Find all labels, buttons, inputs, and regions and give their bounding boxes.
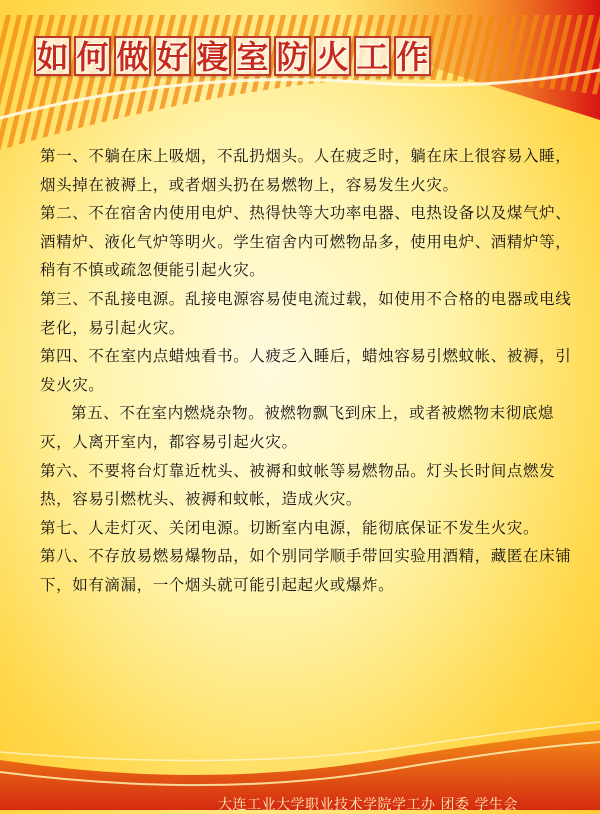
title-char: 如 — [34, 36, 71, 76]
title-char: 寝 — [194, 36, 231, 76]
title-char: 防 — [274, 36, 311, 76]
rule-paragraph-7: 第七、人走灯灭、关闭电源。切断室内电源，能彻底保证不发生火灾。 — [40, 518, 540, 537]
rule-paragraph-5: 第五、不在室内燃烧杂物。被燃物飘飞到床上，或者被燃物末彻底熄灭，人离开室内，都容易引起火灾。 — [40, 404, 555, 451]
title-char: 做 — [114, 36, 151, 76]
title-char: 好 — [154, 36, 191, 76]
footer-credit: 大连工业大学职业技术学院学工办 团委 学生会 — [218, 797, 518, 813]
rule-paragraph-6: 第六、不要将台灯靠近枕头、被褥和蚊帐等易燃物品。灯头长时间点燃发热，容易引燃枕头、被褥和蚊帐，造成火灾。 — [40, 461, 556, 509]
rule-paragraph-4: 第四、不在室内点蜡烛看书。人疲乏入睡后，蜡烛容易引燃蚊帐、被褥，引发火灾。 — [40, 347, 572, 394]
rule-paragraph-2: 第二、不在宿舍内使用电炉、热得快等大功率电器、电热设备以及煤气炉、酒精炉、液化气炉等明火。学生宿舍内可燃物品多，使用电炉、酒精炉等，稍有不慎或疏忽便能引起火灾。 — [40, 204, 572, 280]
poster-title — [34, 36, 431, 78]
rule-paragraph-8: 第八、不存放易燃易爆物品，如个别同学顺手带回实验用酒精，藏匿在床铺下，如有滴漏，一个烟头就可能引起起火或爆炸。 — [40, 547, 572, 594]
title-char: 工 — [354, 36, 391, 76]
fire-safety-content — [40, 142, 585, 600]
rule-paragraph-1: 第一、不躺在床上吸烟，不乱扔烟头。人在疲乏时，躺在床上很容易入睡，烟头掉在被褥上，或者烟头扔在易燃物上，容易发生火灾。 — [40, 147, 572, 194]
title-char: 室 — [234, 36, 271, 76]
title-char: 何 — [74, 36, 111, 76]
title-char: 作 — [394, 36, 431, 76]
title-char: 火 — [314, 36, 351, 76]
rule-paragraph-3: 第三、不乱接电源。乱接电源容易使电流过载，如使用不合格的电器或电线老化，易引起火灾。 — [40, 289, 572, 337]
